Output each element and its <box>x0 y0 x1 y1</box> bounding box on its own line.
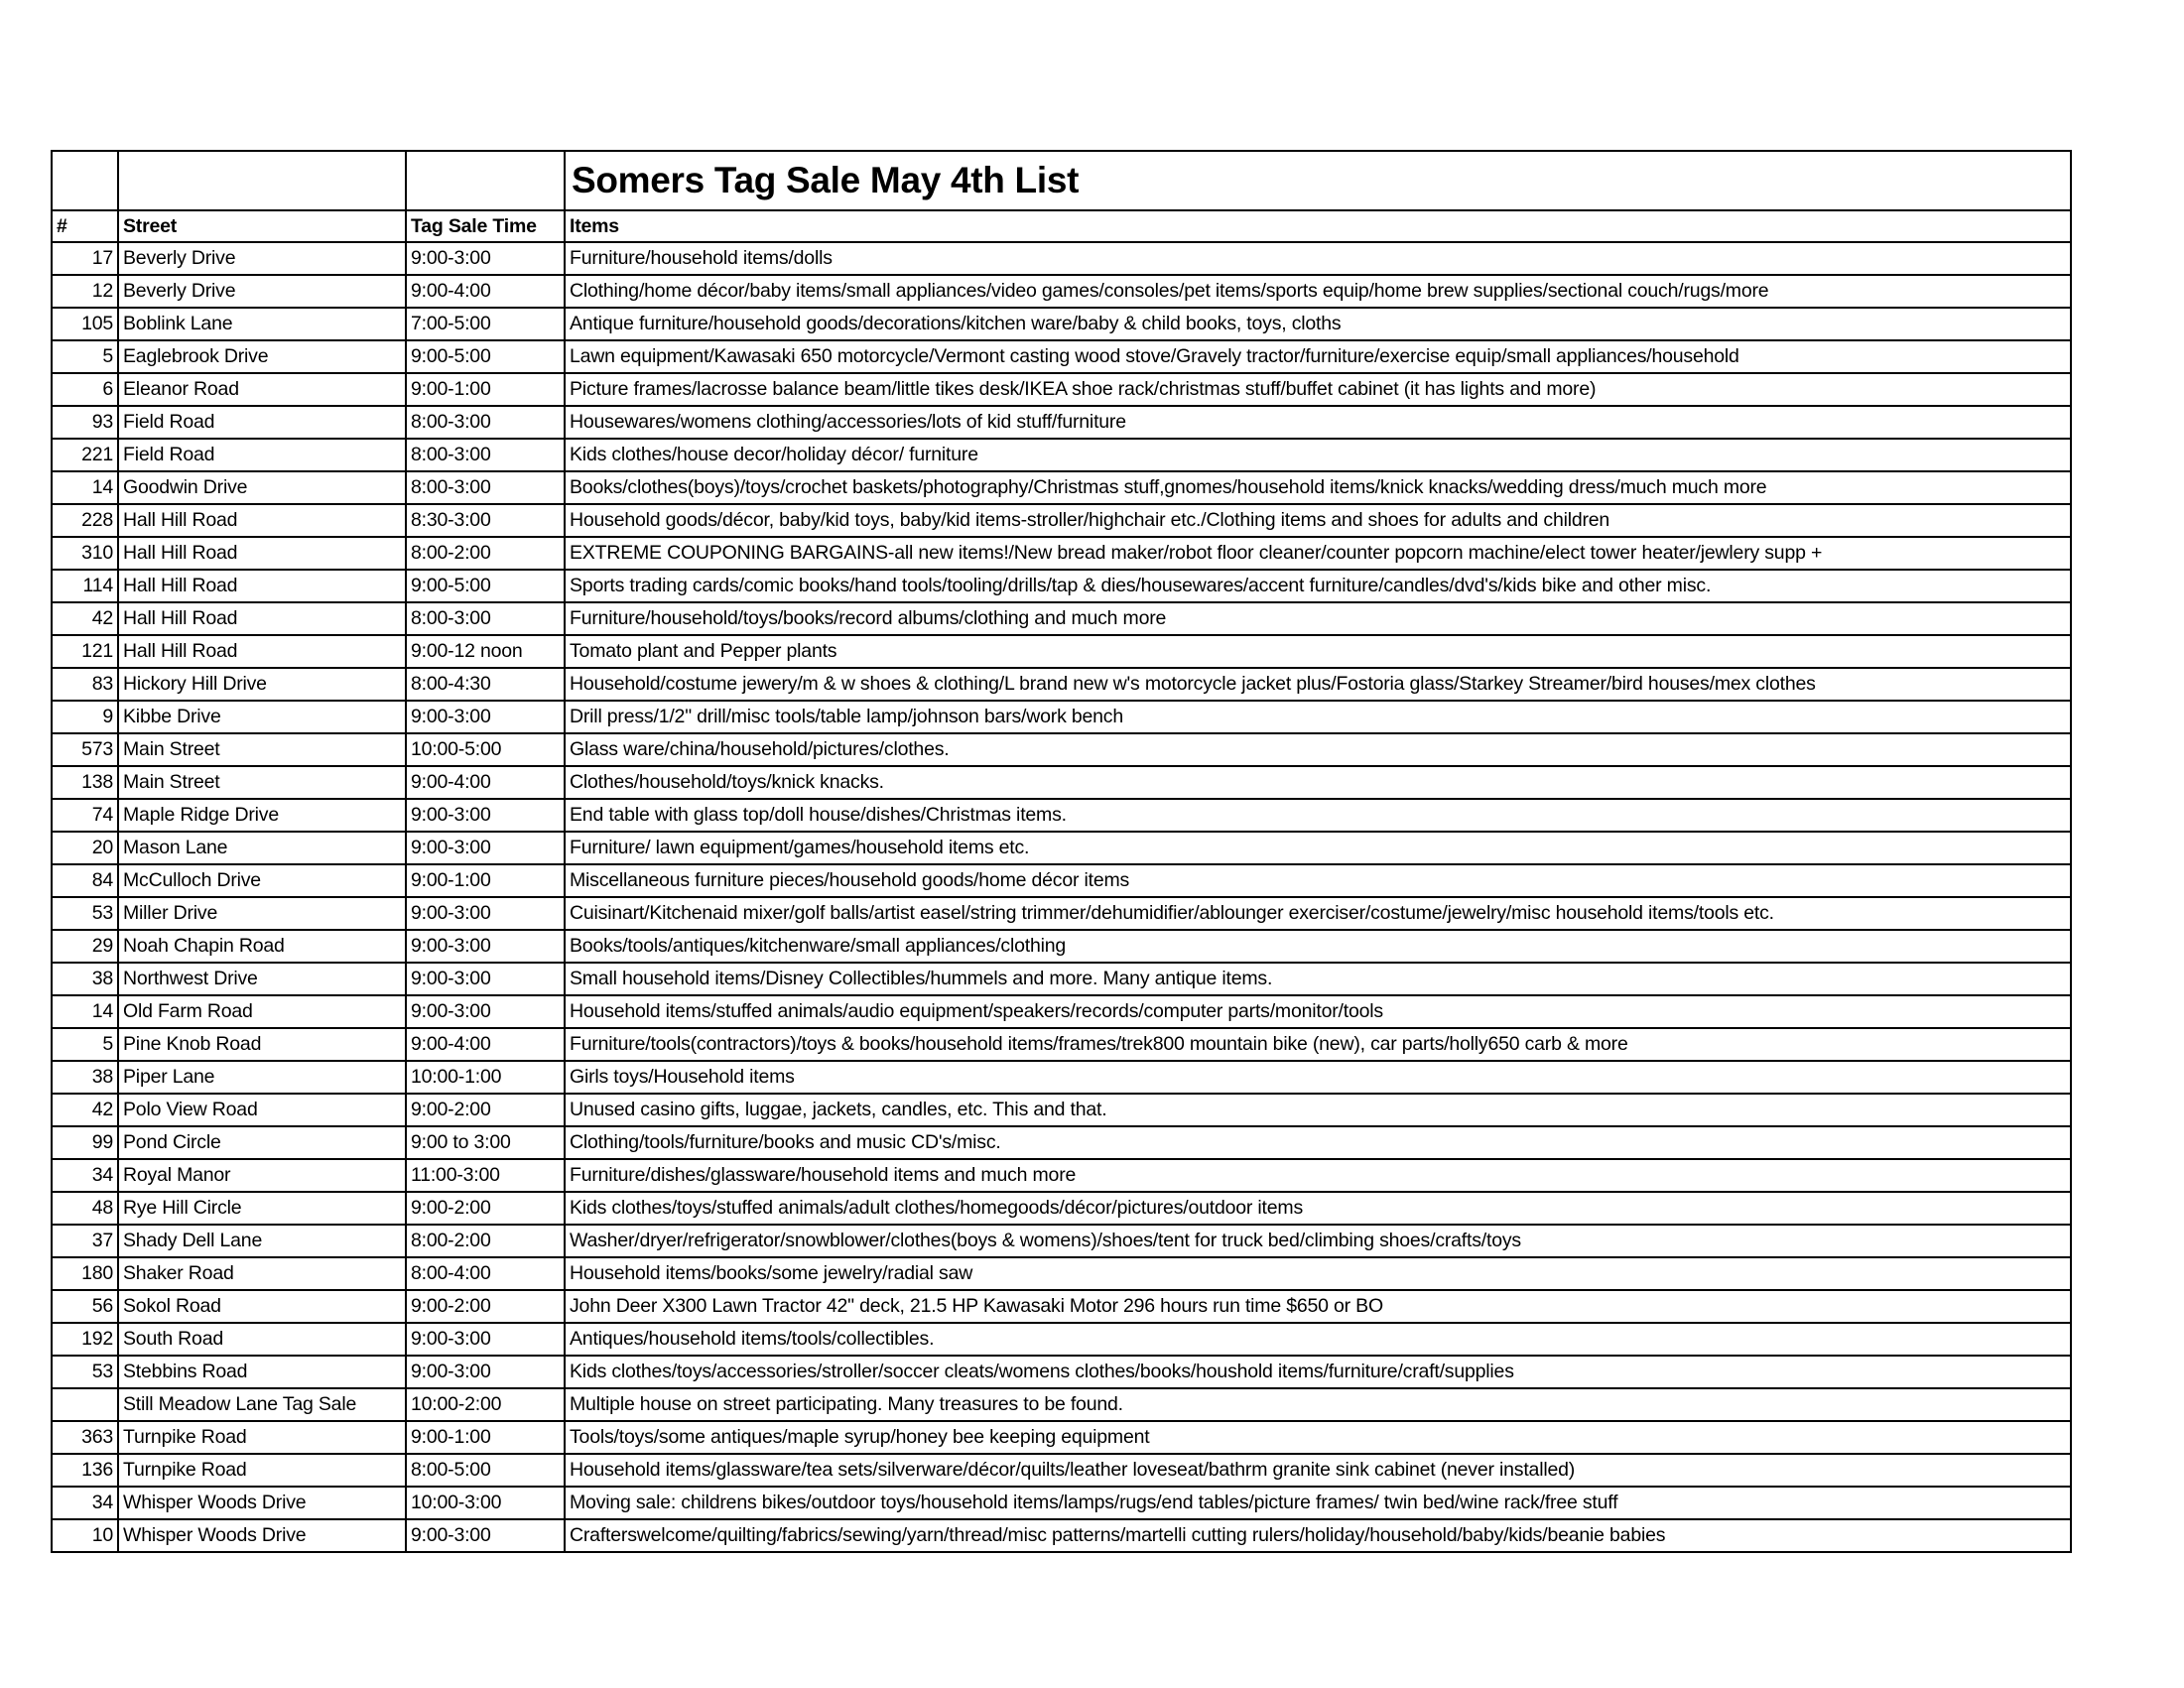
cell-street: Shaker Road <box>118 1257 406 1290</box>
table-row <box>52 537 2071 570</box>
cell-items: Tools/toys/some antiques/maple syrup/honey bee keeping equipment <box>565 1421 2071 1454</box>
cell-num: 12 <box>52 275 118 308</box>
table-row <box>52 1388 2071 1421</box>
cell-num: 17 <box>52 242 118 275</box>
cell-time: 9:00-3:00 <box>406 1356 565 1388</box>
cell-time: 7:00-5:00 <box>406 308 565 340</box>
cell-street: Turnpike Road <box>118 1454 406 1487</box>
cell-street: Old Farm Road <box>118 995 406 1028</box>
cell-time: 8:00-3:00 <box>406 406 565 439</box>
header-time: Tag Sale Time <box>406 210 565 242</box>
cell-time: 9:00-3:00 <box>406 701 565 733</box>
cell-time: 8:00-2:00 <box>406 1225 565 1257</box>
table-row <box>52 1290 2071 1323</box>
table-row <box>52 439 2071 471</box>
cell-street: Beverly Drive <box>118 242 406 275</box>
cell-time: 9:00-3:00 <box>406 1519 565 1552</box>
cell-num: 53 <box>52 897 118 930</box>
header-num: # <box>52 210 118 242</box>
cell-items: Furniture/ lawn equipment/games/household items etc. <box>565 832 2071 864</box>
header-street: Street <box>118 210 406 242</box>
cell-street: Still Meadow Lane Tag Sale <box>118 1388 406 1421</box>
cell-num: 9 <box>52 701 118 733</box>
cell-street: Polo View Road <box>118 1094 406 1126</box>
cell-street: Hall Hill Road <box>118 570 406 602</box>
cell-street: Whisper Woods Drive <box>118 1519 406 1552</box>
cell-street: Field Road <box>118 406 406 439</box>
cell-num: 14 <box>52 471 118 504</box>
cell-num: 74 <box>52 799 118 832</box>
cell-items: Lawn equipment/Kawasaki 650 motorcycle/Vermont casting wood stove/Gravely tractor/furniture/exercise equip/small appliances/household <box>565 340 2071 373</box>
cell-time: 8:00-4:00 <box>406 1257 565 1290</box>
table-row <box>52 471 2071 504</box>
table-row <box>52 1061 2071 1094</box>
cell-num: 53 <box>52 1356 118 1388</box>
cell-num: 180 <box>52 1257 118 1290</box>
cell-street: Northwest Drive <box>118 963 406 995</box>
cell-items: Crafterswelcome/quilting/fabrics/sewing/yarn/thread/misc patterns/martelli cutting rulers/holiday/household/baby/kids/beanie babies <box>565 1519 2071 1552</box>
cell-street: Piper Lane <box>118 1061 406 1094</box>
table-row <box>52 668 2071 701</box>
cell-num: 42 <box>52 1094 118 1126</box>
title-spacer-cell <box>406 151 565 210</box>
cell-num: 38 <box>52 963 118 995</box>
cell-num: 99 <box>52 1126 118 1159</box>
cell-num: 83 <box>52 668 118 701</box>
cell-street: Whisper Woods Drive <box>118 1487 406 1519</box>
cell-items: Washer/dryer/refrigerator/snowblower/clothes(boys & womens)/shoes/tent for truck bed/climbing shoes/crafts/toys <box>565 1225 2071 1257</box>
cell-time: 9:00-2:00 <box>406 1192 565 1225</box>
table-row <box>52 373 2071 406</box>
cell-num: 84 <box>52 864 118 897</box>
cell-time: 9:00-3:00 <box>406 242 565 275</box>
table-row <box>52 242 2071 275</box>
cell-time: 8:30-3:00 <box>406 504 565 537</box>
cell-street: Pine Knob Road <box>118 1028 406 1061</box>
cell-num: 29 <box>52 930 118 963</box>
cell-street: Noah Chapin Road <box>118 930 406 963</box>
cell-num: 20 <box>52 832 118 864</box>
table-row <box>52 995 2071 1028</box>
cell-items: Household items/stuffed animals/audio equipment/speakers/records/computer parts/monitor/tools <box>565 995 2071 1028</box>
cell-items: Books/tools/antiques/kitchenware/small appliances/clothing <box>565 930 2071 963</box>
cell-time: 9:00-4:00 <box>406 275 565 308</box>
table-row <box>52 897 2071 930</box>
table-row <box>52 340 2071 373</box>
cell-num <box>52 1388 118 1421</box>
cell-num: 5 <box>52 1028 118 1061</box>
cell-items: Unused casino gifts, luggae, jackets, candles, etc. This and that. <box>565 1094 2071 1126</box>
table-row <box>52 864 2071 897</box>
cell-items: John Deer X300 Lawn Tractor 42" deck, 21.5 HP Kawasaki Motor 296 hours run time $650 or BO <box>565 1290 2071 1323</box>
cell-street: Royal Manor <box>118 1159 406 1192</box>
cell-time: 9:00-2:00 <box>406 1094 565 1126</box>
cell-num: 6 <box>52 373 118 406</box>
table-row <box>52 275 2071 308</box>
cell-items: Books/clothes(boys)/toys/crochet baskets/photography/Christmas stuff,gnomes/household items/knick knacks/wedding dress/much much more <box>565 471 2071 504</box>
cell-num: 114 <box>52 570 118 602</box>
table-row <box>52 799 2071 832</box>
cell-street: Hall Hill Road <box>118 635 406 668</box>
cell-time: 8:00-2:00 <box>406 537 565 570</box>
table-row <box>52 1094 2071 1126</box>
cell-street: Rye Hill Circle <box>118 1192 406 1225</box>
cell-street: Hickory Hill Drive <box>118 668 406 701</box>
cell-time: 8:00-3:00 <box>406 471 565 504</box>
cell-time: 9:00-3:00 <box>406 897 565 930</box>
cell-num: 310 <box>52 537 118 570</box>
cell-items: Furniture/tools(contractors)/toys & books/household items/frames/trek800 mountain bike (new), car parts/holly650 carb & more <box>565 1028 2071 1061</box>
cell-street: Stebbins Road <box>118 1356 406 1388</box>
cell-num: 34 <box>52 1487 118 1519</box>
cell-num: 228 <box>52 504 118 537</box>
cell-street: Miller Drive <box>118 897 406 930</box>
table-row <box>52 1126 2071 1159</box>
cell-time: 8:00-4:30 <box>406 668 565 701</box>
cell-num: 93 <box>52 406 118 439</box>
cell-num: 363 <box>52 1421 118 1454</box>
cell-street: Field Road <box>118 439 406 471</box>
cell-time: 8:00-5:00 <box>406 1454 565 1487</box>
cell-street: Boblink Lane <box>118 308 406 340</box>
table-row <box>52 701 2071 733</box>
cell-street: Maple Ridge Drive <box>118 799 406 832</box>
cell-num: 14 <box>52 995 118 1028</box>
cell-items: Furniture/household/toys/books/record albums/clothing and much more <box>565 602 2071 635</box>
cell-items: Sports trading cards/comic books/hand tools/tooling/drills/tap & dies/housewares/accent furniture/candles/dvd's/kids bike and other misc. <box>565 570 2071 602</box>
cell-time: 9:00-3:00 <box>406 995 565 1028</box>
cell-num: 5 <box>52 340 118 373</box>
cell-street: South Road <box>118 1323 406 1356</box>
cell-time: 9:00-3:00 <box>406 963 565 995</box>
cell-num: 573 <box>52 733 118 766</box>
cell-num: 121 <box>52 635 118 668</box>
cell-items: Furniture/household items/dolls <box>565 242 2071 275</box>
cell-street: Goodwin Drive <box>118 471 406 504</box>
table-row <box>52 1421 2071 1454</box>
cell-street: Pond Circle <box>118 1126 406 1159</box>
cell-items: Household goods/décor, baby/kid toys, baby/kid items-stroller/highchair etc./Clothing items and shoes for adults and children <box>565 504 2071 537</box>
cell-items: Clothes/household/toys/knick knacks. <box>565 766 2071 799</box>
table-row <box>52 930 2071 963</box>
cell-num: 192 <box>52 1323 118 1356</box>
cell-items: Antiques/household items/tools/collectibles. <box>565 1323 2071 1356</box>
cell-items: Antique furniture/household goods/decorations/kitchen ware/baby & child books, toys, cloths <box>565 308 2071 340</box>
table-row <box>52 766 2071 799</box>
cell-items: Tomato plant and Pepper plants <box>565 635 2071 668</box>
cell-items: Miscellaneous furniture pieces/household goods/home décor items <box>565 864 2071 897</box>
cell-items: Kids clothes/toys/accessories/stroller/soccer cleats/womens clothes/books/houshold items/furniture/craft/supplies <box>565 1356 2071 1388</box>
cell-items: Household items/glassware/tea sets/silverware/décor/quilts/leather loveseat/bathrm granite sink cabinet (never installed) <box>565 1454 2071 1487</box>
cell-items: End table with glass top/doll house/dishes/Christmas items. <box>565 799 2071 832</box>
cell-street: Hall Hill Road <box>118 504 406 537</box>
cell-time: 11:00-3:00 <box>406 1159 565 1192</box>
cell-num: 221 <box>52 439 118 471</box>
cell-time: 9:00-4:00 <box>406 766 565 799</box>
cell-time: 10:00-3:00 <box>406 1487 565 1519</box>
cell-time: 9:00 to 3:00 <box>406 1126 565 1159</box>
cell-items: Clothing/home décor/baby items/small appliances/video games/consoles/pet items/sports equip/home brew supplies/sectional couch/rugs/more <box>565 275 2071 308</box>
cell-num: 56 <box>52 1290 118 1323</box>
cell-items: Kids clothes/toys/stuffed animals/adult clothes/homegoods/décor/pictures/outdoor items <box>565 1192 2071 1225</box>
title-spacer-cell <box>52 151 118 210</box>
table-row <box>52 1257 2071 1290</box>
table-row <box>52 1323 2071 1356</box>
table-row <box>52 406 2071 439</box>
cell-num: 105 <box>52 308 118 340</box>
cell-street: Hall Hill Road <box>118 602 406 635</box>
cell-items: Drill press/1/2" drill/misc tools/table lamp/johnson bars/work bench <box>565 701 2071 733</box>
table-row <box>52 1192 2071 1225</box>
cell-street: Kibbe Drive <box>118 701 406 733</box>
cell-items: Household items/books/some jewelry/radial saw <box>565 1257 2071 1290</box>
table-row <box>52 1159 2071 1192</box>
cell-num: 138 <box>52 766 118 799</box>
cell-items: Cuisinart/Kitchenaid mixer/golf balls/artist easel/string trimmer/dehumidifier/ablounger exerciser/costume/jewelry/misc household items/tools etc. <box>565 897 2071 930</box>
cell-street: Beverly Drive <box>118 275 406 308</box>
cell-time: 9:00-3:00 <box>406 930 565 963</box>
cell-num: 37 <box>52 1225 118 1257</box>
cell-time: 9:00-2:00 <box>406 1290 565 1323</box>
tag-sale-table <box>51 150 2072 1553</box>
cell-items: Housewares/womens clothing/accessories/lots of kid stuff/furniture <box>565 406 2071 439</box>
cell-street: Eaglebrook Drive <box>118 340 406 373</box>
table-row <box>52 504 2071 537</box>
cell-street: Shady Dell Lane <box>118 1225 406 1257</box>
cell-items: EXTREME COUPONING BARGAINS-all new items!/New bread maker/robot floor cleaner/counter popcorn machine/elect tower heater/jewlery supp + <box>565 537 2071 570</box>
cell-time: 10:00-5:00 <box>406 733 565 766</box>
cell-time: 9:00-3:00 <box>406 799 565 832</box>
cell-time: 9:00-5:00 <box>406 340 565 373</box>
header-row <box>52 210 2071 242</box>
cell-street: Main Street <box>118 766 406 799</box>
cell-street: Main Street <box>118 733 406 766</box>
table-row <box>52 635 2071 668</box>
cell-time: 9:00-4:00 <box>406 1028 565 1061</box>
cell-time: 10:00-2:00 <box>406 1388 565 1421</box>
cell-time: 10:00-1:00 <box>406 1061 565 1094</box>
cell-items: Girls toys/Household items <box>565 1061 2071 1094</box>
cell-time: 9:00-1:00 <box>406 864 565 897</box>
cell-time: 8:00-3:00 <box>406 439 565 471</box>
cell-items: Glass ware/china/household/pictures/clothes. <box>565 733 2071 766</box>
cell-num: 34 <box>52 1159 118 1192</box>
cell-items: Furniture/dishes/glassware/household items and much more <box>565 1159 2071 1192</box>
table-row <box>52 963 2071 995</box>
cell-time: 9:00-3:00 <box>406 1323 565 1356</box>
title-row <box>52 151 2071 210</box>
cell-num: 48 <box>52 1192 118 1225</box>
cell-street: Mason Lane <box>118 832 406 864</box>
title-spacer-cell <box>118 151 406 210</box>
cell-num: 136 <box>52 1454 118 1487</box>
cell-num: 38 <box>52 1061 118 1094</box>
cell-items: Picture frames/lacrosse balance beam/little tikes desk/IKEA shoe rack/christmas stuff/buffet cabinet (it has lights and more) <box>565 373 2071 406</box>
cell-street: Turnpike Road <box>118 1421 406 1454</box>
table-row <box>52 602 2071 635</box>
cell-items: Clothing/tools/furniture/books and music CD's/misc. <box>565 1126 2071 1159</box>
cell-time: 9:00-5:00 <box>406 570 565 602</box>
cell-items: Small household items/Disney Collectibles/hummels and more. Many antique items. <box>565 963 2071 995</box>
table-row <box>52 308 2071 340</box>
table-row <box>52 832 2071 864</box>
table-row <box>52 570 2071 602</box>
cell-num: 10 <box>52 1519 118 1552</box>
table-body <box>52 151 2071 1552</box>
table-row <box>52 1225 2071 1257</box>
cell-time: 9:00-1:00 <box>406 373 565 406</box>
table-row <box>52 1356 2071 1388</box>
cell-street: McCulloch Drive <box>118 864 406 897</box>
sheet-title: Somers Tag Sale May 4th List <box>565 151 2071 210</box>
cell-time: 8:00-3:00 <box>406 602 565 635</box>
cell-num: 42 <box>52 602 118 635</box>
cell-time: 9:00-1:00 <box>406 1421 565 1454</box>
cell-street: Sokol Road <box>118 1290 406 1323</box>
header-items: Items <box>565 210 2071 242</box>
cell-street: Hall Hill Road <box>118 537 406 570</box>
cell-items: Multiple house on street participating. Many treasures to be found. <box>565 1388 2071 1421</box>
cell-time: 9:00-3:00 <box>406 832 565 864</box>
table-row <box>52 1487 2071 1519</box>
table-row <box>52 1454 2071 1487</box>
cell-items: Kids clothes/house decor/holiday décor/ furniture <box>565 439 2071 471</box>
cell-time: 9:00-12 noon <box>406 635 565 668</box>
cell-street: Eleanor Road <box>118 373 406 406</box>
table-row <box>52 1519 2071 1552</box>
cell-items: Moving sale: childrens bikes/outdoor toys/household items/lamps/rugs/end tables/picture frames/ twin bed/wine rack/free stuff <box>565 1487 2071 1519</box>
cell-items: Household/costume jewery/m & w shoes & clothing/L brand new w's motorcycle jacket plus/Fostoria glass/Starkey Streamer/bird houses/mex clothes <box>565 668 2071 701</box>
table-row <box>52 1028 2071 1061</box>
table-row <box>52 733 2071 766</box>
